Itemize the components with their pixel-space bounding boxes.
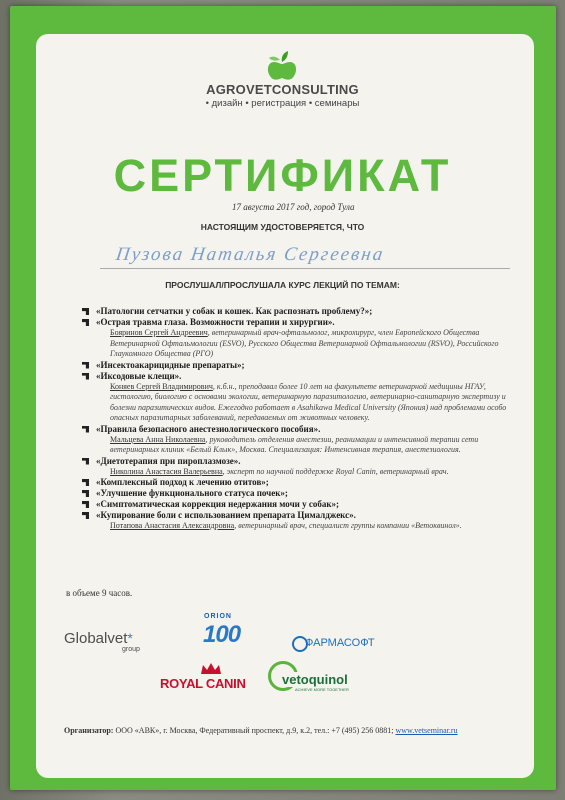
vetoquinol-logo: vetoquinol [282,672,348,687]
organizer-label: Организатор: [64,726,114,735]
speaker-description: , руководитель отделения анестезии, реанимации и интенсивной терапии сети ветеринарных клиник «Белый Клык», Москва. Специализация: Интенсивная терапия, анестезиология. [110,434,479,454]
globalvet-sub: group [122,646,140,653]
globalvet-logo [64,630,133,647]
hours-text: в объеме 9 часов. [66,588,133,598]
topic-title: «Патологии сетчатки у собак и кошек. Как распознать проблему?»; [96,306,373,316]
certificate-title: СЕРТИФИКАТ [113,150,452,201]
speaker-info [96,435,516,456]
organizer-text: ООО «АВК», г. Москва, Федеративный проспект, д.9, к.2, тел.: +7 (495) 256 0881; [113,726,396,735]
royal-canin-logo: ROYAL CANIN [160,676,246,691]
speaker-name: Николина Анастасия Валерьевна [110,466,223,476]
topic-title: «Купирование боли с использованием препарата Цималджекс». [96,510,356,520]
pharmasoft-logo: ФАРМАСОФТ [305,637,375,649]
topic-item [86,317,516,360]
vetoquinol-tagline: ACHIEVE MORE TOGETHER [295,687,349,692]
topic-item [86,371,516,424]
globalvet-name: Globalvet [64,630,128,647]
speaker-description: , ветеринарный врач-офтальмолог, микрохирург, член Европейского Общества Ветеринарной Офтальмологии (ESVO), Русского Общества Ветеринарной Офтальмологии (RSVO), Российского Глаукомного Общества (РГО) [110,328,499,358]
topic-title: «Правила безопасного анестезиологического пособия». [96,423,321,434]
topic-item [86,456,516,478]
topic-item [86,306,516,317]
date-place: 17 августа 2017 год, город Тула [232,202,355,212]
topic-item [86,499,516,510]
topic-item [86,488,516,499]
recipient-name: Пузова Наталья Сергеевна [114,244,386,265]
speaker-name: Потапова Анастасия Александровна [110,521,235,530]
globalvet-star: * [127,630,133,646]
topic-title: «Комплексный подход к лечению отитов»; [96,477,269,487]
speaker-name: Мальцева Анна Николаевна [110,434,206,444]
topics-list [86,306,516,532]
orion-logo: ORION [204,613,232,620]
topic-title: «Острая травма глаза. Возможности терапии и хирургии». [96,317,335,327]
speaker-info [96,521,516,532]
crown-icon [199,662,223,675]
recipient-line [100,268,510,269]
speaker-description: , эксперт по научной поддержке Royal Canin, ветеринарный врач. [222,466,449,476]
speaker-info [96,328,516,360]
topic-title: «Улучшение функционального статуса почек»; [96,488,288,498]
topic-item [86,477,516,488]
topic-item [86,424,516,456]
organizer-website-link[interactable]: www.vetseminar.ru [395,726,458,735]
speaker-info [96,382,516,424]
topic-title: «Инсектоакарицидные препараты»; [96,359,245,370]
topic-item [86,360,516,371]
brand-name: AGROVETCONSULTING [206,82,359,97]
attended-text: ПРОСЛУШАЛ/ПРОСЛУШАЛА КУРС ЛЕКЦИЙ ПО ТЕМАМ: [165,280,400,290]
speaker-description: , к.б.н., преподавал более 10 лет на факультете ветеринарной медицины НГАУ, гистологию, биологию с основами экологии, ветеринарную паразитологию, ветеринарно-санитарную экспертизу и болезни паразитических видов. Ежегодно работает в Asahikawa Medical University (Япония) над проблемами особо опасных паразитарных заболеваний, передаваемых от животных человеку. [110,381,507,422]
speaker-name: Коняев Сергей Владимирович [110,381,213,391]
apple-logo-icon [264,50,300,82]
topic-item [86,510,516,532]
speaker-info [96,467,516,478]
brand-tagline: • дизайн • регистрация • семинары [205,98,360,109]
speaker-name: Бояринов Сергей Андреевич [110,328,208,337]
organizer-line [64,726,458,735]
orion-100-logo: 100 [203,621,241,648]
topic-title: «Диетотерапия при пироплазмозе». [96,455,241,466]
topic-title: «Симптоматическая коррекция недержания мочи у собак»; [96,499,340,509]
topic-title: «Иксодовые клещи». [96,370,182,381]
certify-text: НАСТОЯЩИМ УДОСТОВЕРЯЕТСЯ, ЧТО [200,222,365,232]
speaker-description: , ветеринарный врач, специалист группы компании «Ветоквинол». [234,521,462,530]
